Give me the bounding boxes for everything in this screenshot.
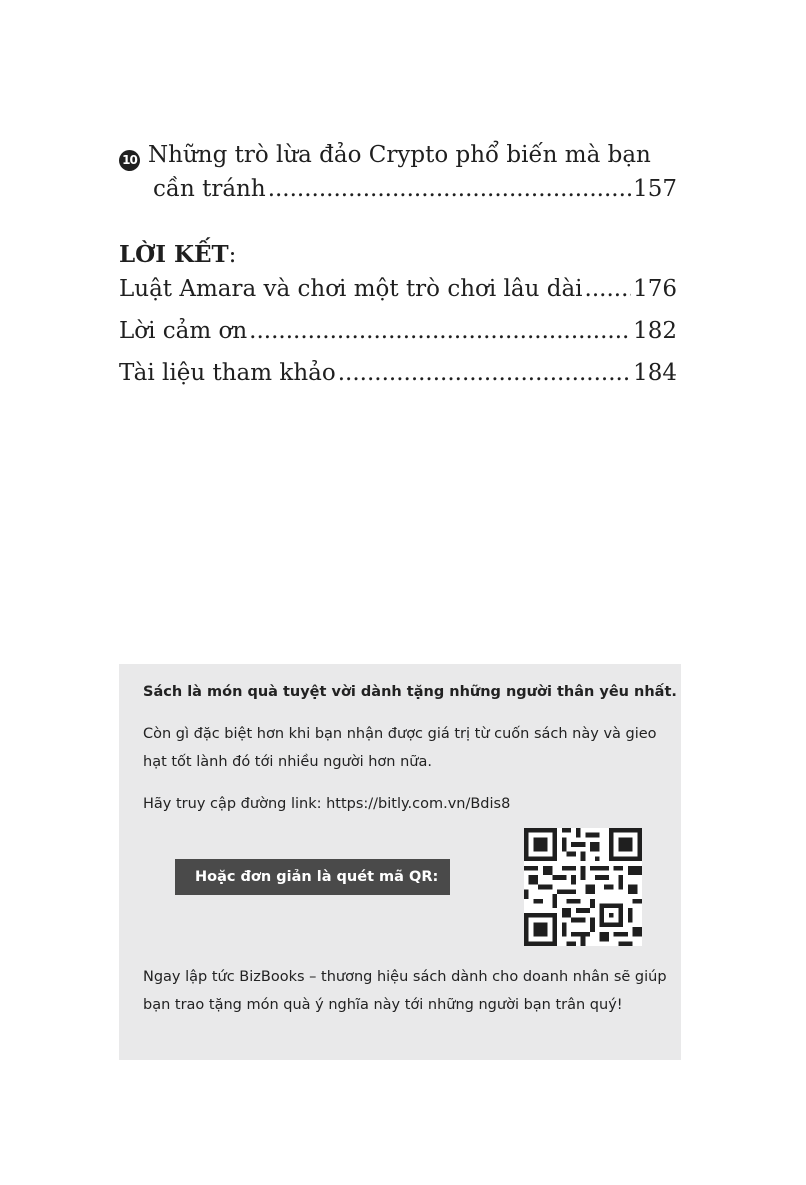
dot-leader: [338, 356, 631, 390]
toc-entry-title: Tài liệu tham khảo: [119, 360, 336, 386]
toc-entry-10-page: 157: [633, 176, 677, 202]
toc-entry-10-title-line2: cần tránh: [153, 176, 266, 202]
toc-entry-page: 184: [633, 360, 677, 386]
qr-code-icon[interactable]: [524, 828, 642, 946]
toc-entry-amara[interactable]: [119, 272, 677, 306]
toc-entry-title: Luật Amara và chơi một trò chơi lâu dài: [119, 276, 583, 302]
toc-entry-references[interactable]: [119, 356, 677, 390]
promo-link-text[interactable]: Hãy truy cập đường link: https://bitly.com.vn/Bdis8: [143, 796, 511, 812]
toc-entry-page: 176: [633, 276, 677, 302]
chapter-number-badge: 10: [119, 150, 140, 171]
toc-entry-10-continued[interactable]: [119, 172, 677, 206]
toc-entry-10-title-line1: Những trò lừa đảo Crypto phổ biến mà bạn: [148, 142, 651, 168]
dot-leader: [249, 314, 631, 348]
promo-paragraph-3: Ngay lập tức BizBooks – thương hiệu sách dành cho doanh nhân sẽ giúp bạn trao tặng món quà ý nghĩa này tới những người bạn trân quý!: [143, 969, 667, 1013]
qr-label-button: Hoặc đơn giản là quét mã QR:: [175, 859, 450, 895]
toc-entry-page: 182: [633, 318, 677, 344]
toc-entry-10[interactable]: [119, 138, 677, 172]
dot-leader: [268, 172, 631, 206]
gift-promo-box: [119, 664, 681, 1060]
table-of-contents: [119, 138, 677, 390]
toc-entry-title: Lời cảm ơn: [119, 318, 248, 344]
promo-paragraph-1: Còn gì đặc biệt hơn khi bạn nhận được giá trị từ cuốn sách này và gieo hạt tốt lành đó tới nhiều người hơn nữa.: [143, 726, 657, 770]
toc-entry-thanks[interactable]: [119, 314, 677, 348]
section-title: LỜI KẾT:: [119, 241, 237, 268]
dot-leader: [585, 272, 632, 306]
promo-headline: Sách là món quà tuyệt vời dành tặng những người thân yêu nhất.: [143, 684, 677, 700]
